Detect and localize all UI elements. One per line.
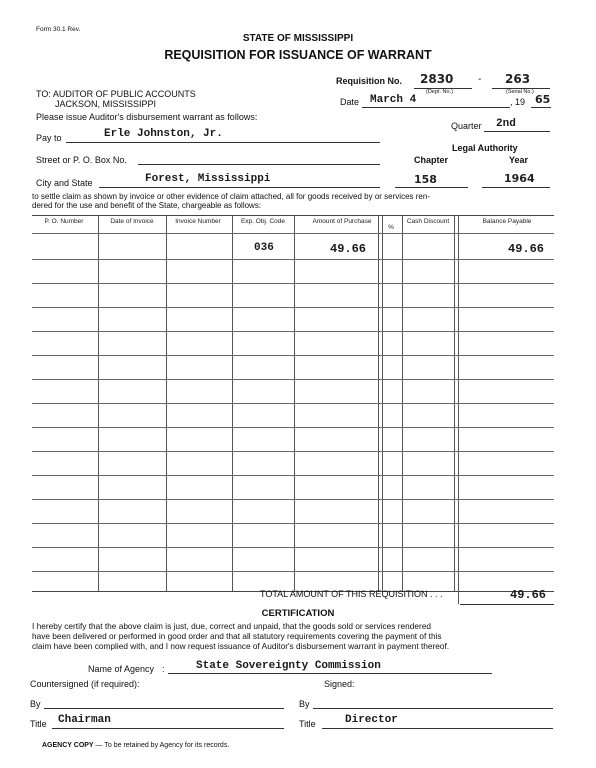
column-header-percent: %	[388, 224, 394, 231]
certification-heading: CERTIFICATION	[261, 608, 335, 619]
column-header-balance: Balance Payable	[482, 218, 532, 225]
serial-no-caption: (Serial No.)	[506, 89, 534, 95]
row-line	[32, 379, 554, 380]
row-line	[32, 259, 554, 260]
agency-colon: :	[162, 664, 165, 674]
date-label: Date	[340, 97, 360, 107]
row-line	[32, 451, 554, 452]
footer-bold: AGENCY COPY	[42, 742, 94, 749]
serial-no-value: 263	[505, 72, 531, 86]
requisition-dash: -	[478, 74, 482, 85]
row-line	[32, 571, 554, 572]
date-value: March 4	[370, 94, 417, 106]
year-value: 65	[535, 93, 551, 106]
left-title-line	[52, 728, 284, 729]
pay-to-value: Erle Johnston, Jr.	[104, 128, 223, 140]
city-state-value: Forest, Mississippi	[145, 173, 271, 185]
column-header-po: P. O. Number	[44, 218, 84, 225]
quarter-label: Quarter	[451, 121, 482, 131]
column-header-code: Exp. Obj. Code	[240, 218, 286, 225]
year-line	[531, 107, 551, 108]
header-separator	[32, 233, 554, 234]
cell-balance: 49.66	[508, 242, 545, 256]
chapter-label: Chapter	[414, 155, 449, 165]
agency-line	[168, 673, 492, 674]
certification-line-1: I hereby certify that the above claim is just, due, correct and unpaid, that the goods sold or services rendered	[32, 621, 431, 631]
row-line	[32, 523, 554, 524]
legal-year-line	[482, 187, 550, 188]
left-title-label: Title	[30, 719, 47, 729]
date-line	[362, 107, 510, 108]
row-line	[32, 427, 554, 428]
quarter-line	[484, 131, 550, 132]
total-label: TOTAL AMOUNT OF THIS REQUISITION . . .	[260, 589, 443, 599]
left-by-line	[44, 708, 284, 709]
cell-code: 036	[254, 242, 274, 254]
form-number: Form 30.1 Rev.	[36, 26, 81, 33]
legal-authority-heading: Legal Authority	[452, 143, 518, 153]
agency-value: State Sovereignty Commission	[196, 660, 381, 672]
countersigned-label: Countersigned (if required):	[30, 679, 140, 689]
claim-table	[32, 215, 554, 592]
row-line	[32, 283, 554, 284]
row-line	[32, 331, 554, 332]
total-value: 49.66	[510, 588, 547, 602]
column-header-amount: Amount of Purchase	[312, 218, 372, 225]
requisition-label: Requisition No.	[336, 76, 402, 86]
total-underline	[460, 604, 554, 605]
pay-to-line	[66, 142, 380, 143]
column-header-date: Date of Invoice	[110, 218, 154, 225]
dept-no-value: 2830	[420, 72, 454, 86]
row-line	[32, 307, 554, 308]
right-title-label: Title	[299, 719, 316, 729]
year-label: Year	[509, 155, 529, 165]
please-issue: Please issue Auditor's disbursement warrant as follows:	[36, 112, 258, 122]
city-state-label: City and State	[36, 178, 93, 188]
column-header-discount: Cash Discount	[406, 218, 450, 225]
quarter-value: 2nd	[496, 118, 516, 130]
agency-label: Name of Agency	[88, 664, 155, 674]
city-state-line	[99, 187, 380, 188]
dept-no-caption: (Dept. No.)	[426, 89, 453, 95]
footer-note	[42, 742, 229, 749]
year-prefix: , 19	[510, 97, 526, 107]
row-line	[32, 547, 554, 548]
page-title: REQUISITION FOR ISSUANCE OF WARRANT	[164, 48, 432, 62]
street-label: Street or P. O. Box No.	[36, 155, 127, 165]
chapter-line	[395, 187, 468, 188]
left-by-label: By	[30, 699, 41, 709]
footer-rest: — To be retained by Agency for its records.	[93, 742, 230, 749]
cell-amount: 49.66	[330, 242, 367, 256]
settle-text-2: dered for the use and benefit of the State, chargeable as follows:	[32, 201, 262, 210]
pay-to-label: Pay to	[36, 133, 62, 143]
signed-label: Signed:	[324, 679, 355, 689]
legal-year-value: 1964	[504, 172, 535, 185]
right-by-line	[313, 708, 553, 709]
certification-line-2: have been delivered or performed in good order and that all statutory requirements covering the payment of this	[32, 631, 442, 641]
row-line	[32, 499, 554, 500]
row-line	[32, 475, 554, 476]
settle-text-1: to settle claim as shown by invoice or other evidence of claim attached, all for goods received by or services ren-	[32, 192, 430, 201]
chapter-value: 158	[414, 173, 437, 186]
certification-line-3: claim have been complied with, and I now request issuance of Auditor's disbursement warrant in payment thereof.	[32, 641, 450, 651]
right-title-value: Director	[345, 714, 398, 726]
street-line	[138, 164, 380, 165]
right-title-line	[322, 728, 553, 729]
state-heading: STATE OF MISSISSIPPI	[242, 33, 354, 44]
to-auditor: TO: AUDITOR OF PUBLIC ACCOUNTS	[36, 89, 196, 99]
left-title-value: Chairman	[58, 714, 111, 726]
row-line	[32, 355, 554, 356]
total-divider	[458, 590, 459, 604]
row-line	[32, 403, 554, 404]
to-jackson: JACKSON, MISSISSIPPI	[55, 99, 157, 109]
column-header-invoice: Invoice Number	[175, 218, 221, 225]
right-by-label: By	[299, 699, 310, 709]
